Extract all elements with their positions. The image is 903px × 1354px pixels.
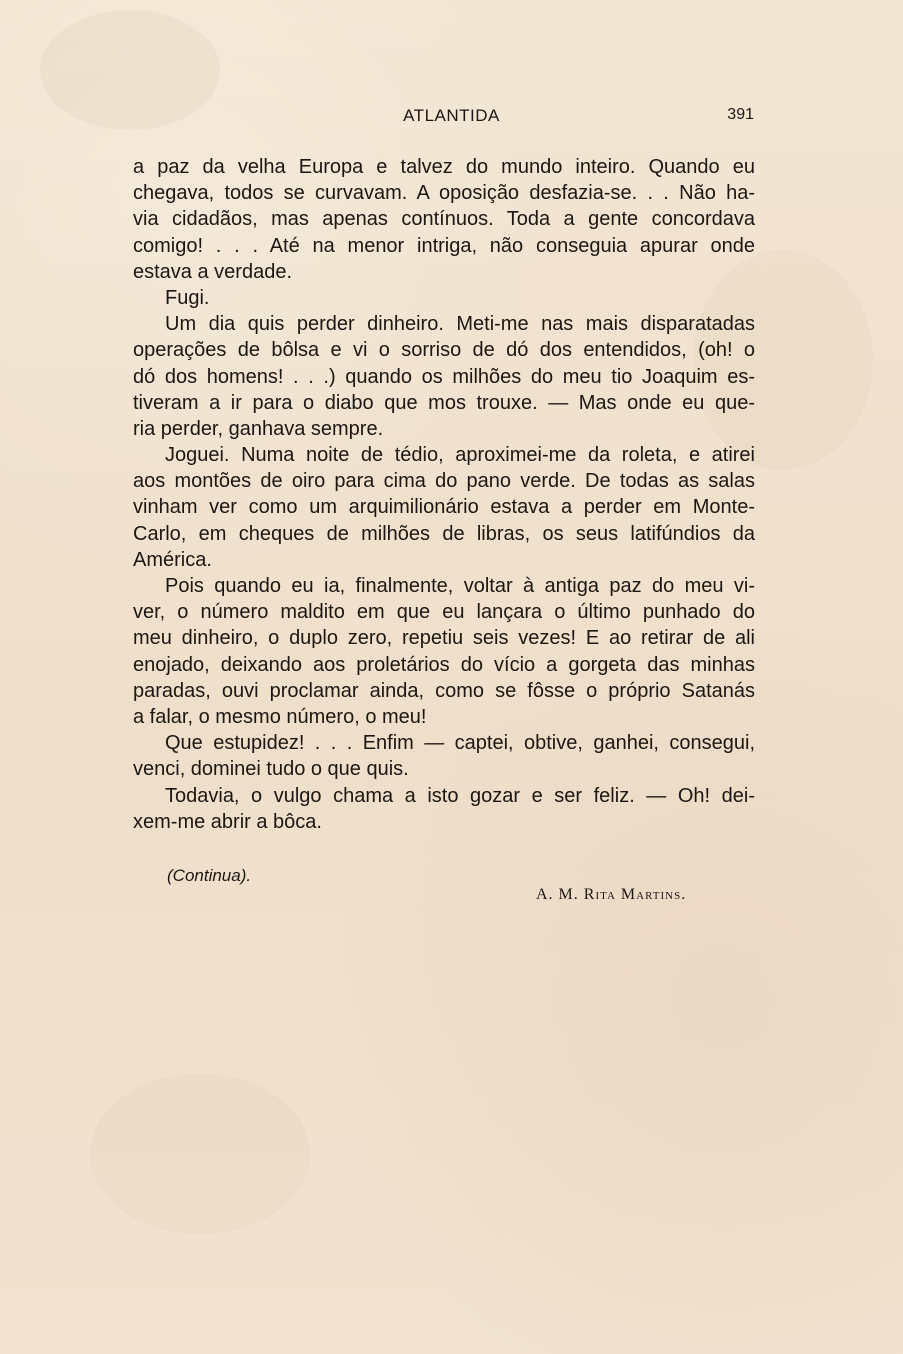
text-line: chegava, todos se curvavam. A oposição desfazia-se. . . Não ha- [133, 182, 755, 205]
text-line: vinham ver como um arquimilionário estava a perder em Monte- [133, 496, 755, 519]
text-line: Que estupidez! . . . Enfim — captei, obtive, ganhei, consegui, [165, 732, 755, 755]
paper-stain [90, 1074, 310, 1234]
running-title: ATLANTIDA [403, 106, 500, 125]
text-line: ria perder, ganhava sempre. [133, 417, 384, 440]
text-line: América. [133, 548, 212, 571]
text-line: Um dia quis perder dinheiro. Meti-me nas mais disparatadas [165, 313, 755, 336]
text-line: Pois quando eu ia, finalmente, voltar à antiga paz do meu vi- [165, 575, 755, 597]
text-line: ver, o número maldito em que eu lançara o último punhado do [133, 601, 755, 624]
text-line: Joguei. Numa noite de tédio, aproximei-me da roleta, e atirei [165, 444, 755, 467]
text-line: a falar, o mesmo número, o meu! [133, 705, 427, 728]
text-line: xem-me abrir a bôca. [133, 810, 322, 833]
text-line: meu dinheiro, o duplo zero, repetiu seis vezes! E ao retirar de ali [133, 627, 755, 650]
text-line: Carlo, em cheques de milhões de libras, os seus latifúndios da [133, 522, 755, 545]
page-number: 391 [727, 106, 754, 123]
text-line: venci, dominei tudo o que quis. [133, 758, 409, 781]
text-line: via cidadãos, mas apenas contínuos. Toda a gente concordava [133, 208, 755, 231]
body-text [133, 154, 755, 835]
text-line: estava a verdade. [133, 260, 292, 283]
text-line: dó dos homens! . . .) quando os milhões do meu tio Joaquim es- [133, 365, 755, 388]
text-line: enojado, deixando aos proletários do vício a gorgeta das minhas [133, 653, 755, 676]
text-line: operações de bôlsa e vi o sorriso de dó dos entendidos, (oh! o [133, 339, 755, 362]
author-signature: A. M. Rita Martins. [536, 886, 687, 903]
text-line: comigo! . . . Até na menor intriga, não conseguia apurar onde [133, 234, 755, 257]
text-line: a paz da velha Europa e talvez do mundo inteiro. Quando eu [133, 156, 755, 178]
continuation-note: (Continua). [167, 866, 252, 885]
text-line: Fugi. [165, 286, 210, 309]
text-line: paradas, ouvi proclamar ainda, como se fôsse o próprio Satanás [133, 679, 755, 702]
text-line: aos montões de oiro para cima do pano verde. De todas as salas [133, 470, 755, 493]
text-line: tiveram a ir para o diabo que mos trouxe. — Mas onde eu que- [133, 391, 755, 414]
text-line: Todavia, o vulgo chama a isto gozar e ser feliz. — Oh! dei- [165, 784, 755, 807]
